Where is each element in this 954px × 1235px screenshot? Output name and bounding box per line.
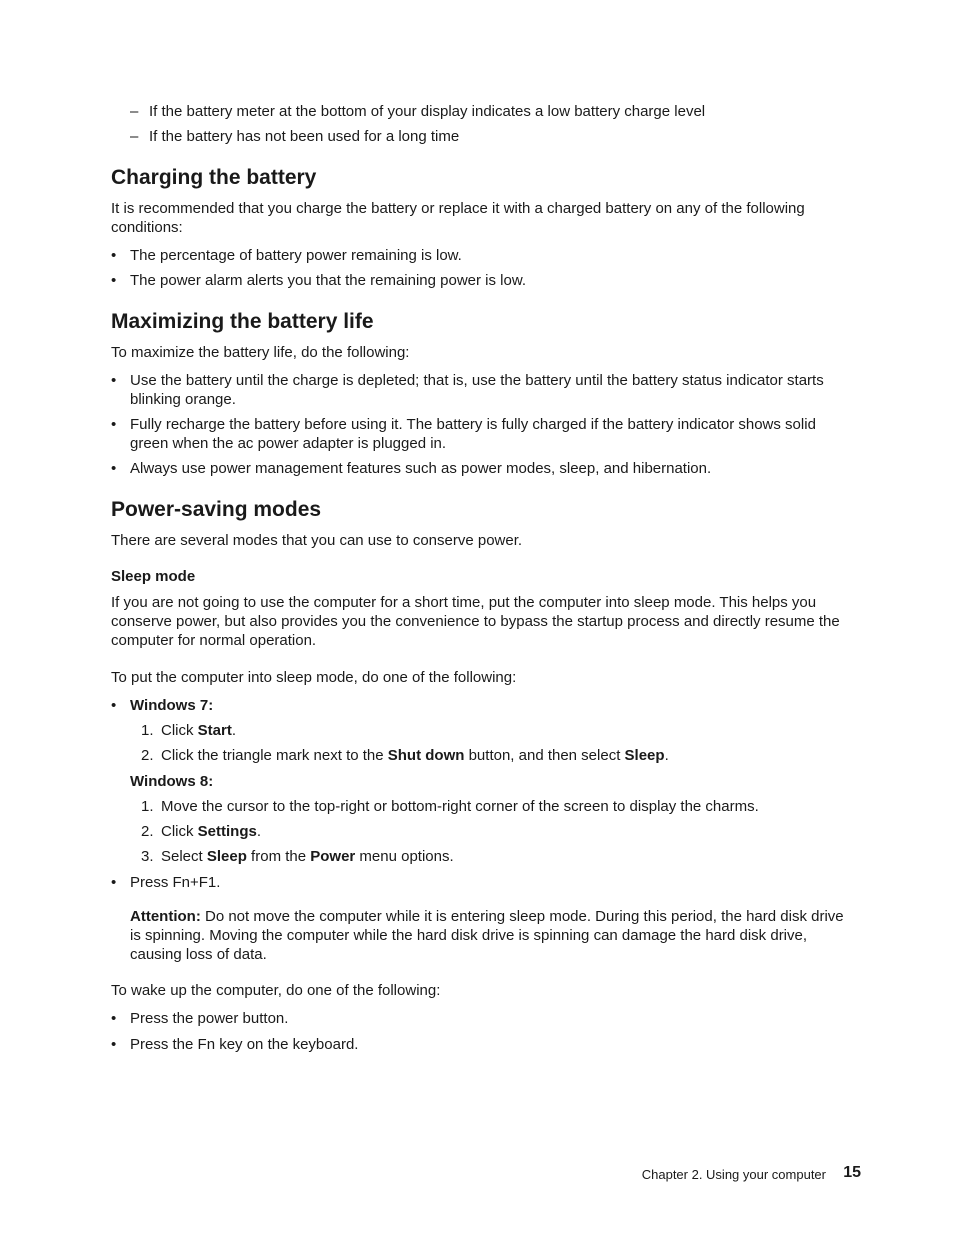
bullet-mark: • <box>111 372 117 389</box>
step-text: Select <box>161 848 207 865</box>
step-number: 2. <box>141 747 154 764</box>
sleep-put-intro: To put the computer into sleep mode, do one of the following: <box>111 669 517 686</box>
bullet-mark: • <box>111 272 117 289</box>
step-text: Move the cursor to the top-right or bottom-right corner of the screen to display the charms. <box>161 798 759 815</box>
list-item <box>111 1009 289 1028</box>
step-bold-start: Start <box>197 722 232 739</box>
step-bold-sleep: Sleep <box>624 747 665 764</box>
dash-mark: – <box>130 128 139 145</box>
step-number: 2. <box>141 823 154 840</box>
step-item <box>141 721 237 740</box>
list-item <box>111 246 462 265</box>
list-item <box>111 459 712 478</box>
step-text: . <box>231 722 237 739</box>
bullet-mark: • <box>111 460 117 477</box>
charging-paragraph: It is recommended that you charge the battery or replace it with a charged battery on any of the following conditions: <box>111 200 805 236</box>
dash-mark: – <box>130 103 139 120</box>
windows7-label: Windows 7: <box>130 697 214 714</box>
step-number: 3. <box>141 848 154 865</box>
sleep-paragraph: If you are not going to use the computer for a short time, put the computer into sleep mode. This helps you conserve power, but also provides you the convenience to bypass the startup process and directly resume the computer for normal operation. <box>111 594 840 649</box>
maximizing-paragraph: To maximize the battery life, do the following: <box>111 344 410 361</box>
list-item <box>111 1035 359 1054</box>
list-item-windows7 <box>111 696 214 715</box>
windows8-label: Windows 8: <box>130 773 214 790</box>
section-heading-maximizing: Maximizing the battery life <box>111 310 374 333</box>
step-number: 1. <box>141 722 154 739</box>
list-item-text: Press the power button. <box>130 1010 289 1027</box>
step-item <box>141 746 669 765</box>
step-text: . <box>664 747 669 764</box>
step-bold-sleep: Sleep <box>206 848 247 865</box>
attention-note <box>130 907 848 964</box>
step-text: Click <box>161 722 198 739</box>
subheading-sleep-mode: Sleep mode <box>111 568 196 585</box>
section-heading-charging: Charging the battery <box>111 166 317 189</box>
attention-text: Do not move the computer while it is entering sleep mode. During this period, the hard disk drive is spinning. Moving the computer while the hard disk drive is spinning can damage the hard disk drive, causing loss of data. <box>130 908 844 963</box>
step-text: from the <box>246 848 311 865</box>
list-item-text: Press Fn+F1. <box>130 874 221 891</box>
step-bold-settings: Settings <box>197 823 257 840</box>
bullet-mark: • <box>111 874 117 891</box>
dash-item-text: If the battery meter at the bottom of your display indicates a low battery charge level <box>149 103 706 120</box>
list-item <box>111 415 855 453</box>
section-heading-power-saving: Power-saving modes <box>111 498 322 521</box>
step-item <box>141 822 262 841</box>
wake-intro: To wake up the computer, do one of the following: <box>111 982 441 999</box>
bullet-mark: • <box>111 247 117 264</box>
bullet-mark: • <box>111 1010 117 1027</box>
step-text: menu options. <box>355 848 454 865</box>
list-item-text: Always use power management features such as power modes, sleep, and hibernation. <box>130 460 712 477</box>
dash-item-text: If the battery has not been used for a long time <box>149 128 460 145</box>
list-item-text: Use the battery until the charge is depleted; that is, use the battery until the battery status indicator starts blinking orange. <box>130 372 824 408</box>
bullet-mark: • <box>111 416 117 433</box>
footer-chapter: Chapter 2. Using your computer <box>641 1167 826 1182</box>
attention-label: Attention: <box>130 908 201 925</box>
step-text: button, and then select <box>464 747 625 764</box>
bullet-mark: • <box>111 1036 117 1053</box>
list-item-text: Press the Fn key on the keyboard. <box>130 1036 359 1053</box>
step-text: . <box>256 823 262 840</box>
step-text: Click the triangle mark next to the <box>161 747 388 764</box>
list-item <box>111 271 527 290</box>
step-item <box>141 797 759 816</box>
step-text: Click <box>161 823 198 840</box>
list-item-text: The percentage of battery power remaining is low. <box>130 247 462 264</box>
dash-item <box>130 127 460 146</box>
step-bold-power: Power <box>310 848 356 865</box>
step-item <box>141 847 454 866</box>
page-number: 15 <box>843 1164 861 1181</box>
list-item-text: The power alarm alerts you that the remaining power is low. <box>130 272 527 289</box>
list-item <box>111 873 221 892</box>
step-number: 1. <box>141 798 154 815</box>
dash-item <box>130 102 706 121</box>
step-bold-shut-down: Shut down <box>387 747 465 764</box>
power-saving-paragraph: There are several modes that you can use to conserve power. <box>111 532 523 549</box>
bullet-mark: • <box>111 697 117 714</box>
list-item <box>111 371 840 409</box>
list-item-text: Fully recharge the battery before using it. The battery is fully charged if the battery indicator shows solid green when the ac power adapter is plugged in. <box>130 416 816 452</box>
